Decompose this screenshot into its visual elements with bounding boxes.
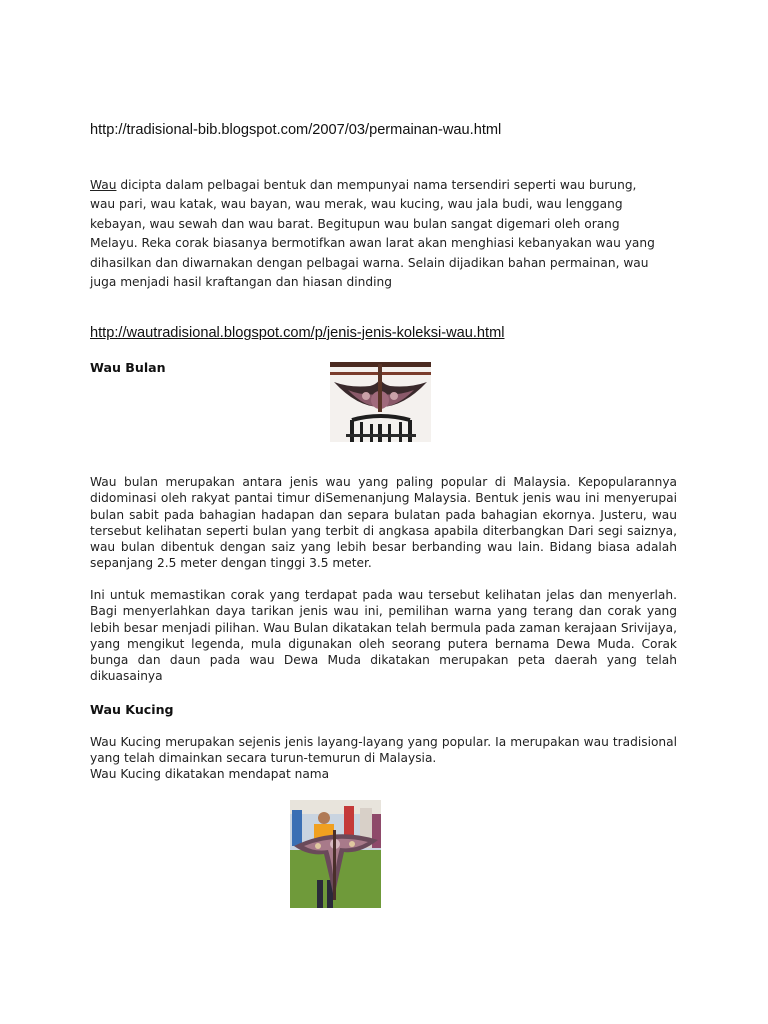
wau-bulan-photo [330,362,431,442]
wau-kucing-paragraph-2: Wau Kucing dikatakan mendapat nama [90,767,330,781]
intro-line: dihasilkan dan diwarnakan dengan pelbagai warna. Selain dijadikan bahan permainan, wau [90,255,649,270]
wau-bulan-heading: Wau Bulan [90,360,166,375]
source-url-2[interactable]: http://wautradisional.blogspot.com/p/jenis-jenis-koleksi-wau.html [90,325,505,341]
wau-kucing-heading: Wau Kucing [90,702,174,717]
intro-paragraph [90,176,690,292]
wau-bulan-paragraph-2: Ini untuk memastikan corak yang terdapat pada wau tersebut kelihatan jelas dan menyerlah. Bagi menyerlahkan daya tarikan jenis wau ini, pemilihan warna yang terang dan corak yang lebih besar menjadi pilihan. Wau Bulan dikatakan telah bermula pada zaman kerajaan Srivijaya, yang mengikut legenda, mula digunakan oleh seorang putera bernama Dewa Muda. Corak bunga dan daun pada wau Dewa Muda dikatakan merupakan peta daerah yang telah dikuasainya [90,588,677,684]
wau-kucing-photo [290,800,381,908]
intro-line: wau pari, wau katak, wau bayan, wau merak, wau kucing, wau jala budi, wau lenggang [90,197,623,212]
intro-line: dicipta dalam pelbagai bentuk dan mempunyai nama tersendiri seperti wau burung, [116,178,637,192]
wau-bulan-paragraph-1: Wau bulan merupakan antara jenis wau yang paling popular di Malaysia. Kepopularannya didominasi oleh rakyat pantai timur diSemenanjung Malaysia. Bentuk jenis wau ini menyerupai bulan sabit pada bahagian hadapan dan separa bulatan pada bahagian ekornya. Justeru, wau tersebut kelihatan seperti bulan yang terbit di angkasa apabila diterbangkan Dari segi saiznya, wau bulan dibentuk dengan saiz yang lebih besar berbanding wau lain. Bidang biasa adalah sepanjang 2.5 meter dengan tinggi 3.5 meter. [90,475,677,571]
source-url-1[interactable]: http://tradisional-bib.blogspot.com/2007/03/permainan-wau.html [90,122,502,138]
intro-line: juga menjadi hasil kraftangan dan hiasan dinding [90,275,392,290]
wau-kucing-paragraph-1: Wau Kucing merupakan sejenis jenis layang-layang yang popular. Ia merupakan wau tradisional yang telah dimainkan secara turun-temurun di Malaysia. [90,735,677,766]
intro-line: kebayan, wau sewah dan wau barat. Begitupun wau bulan sangat digemari oleh orang [90,216,620,231]
intro-line: Melayu. Reka corak biasanya bermotifkan awan larat akan menghiasi kebanyakan wau yang [90,236,655,251]
wau-link[interactable]: Wau [90,178,117,192]
